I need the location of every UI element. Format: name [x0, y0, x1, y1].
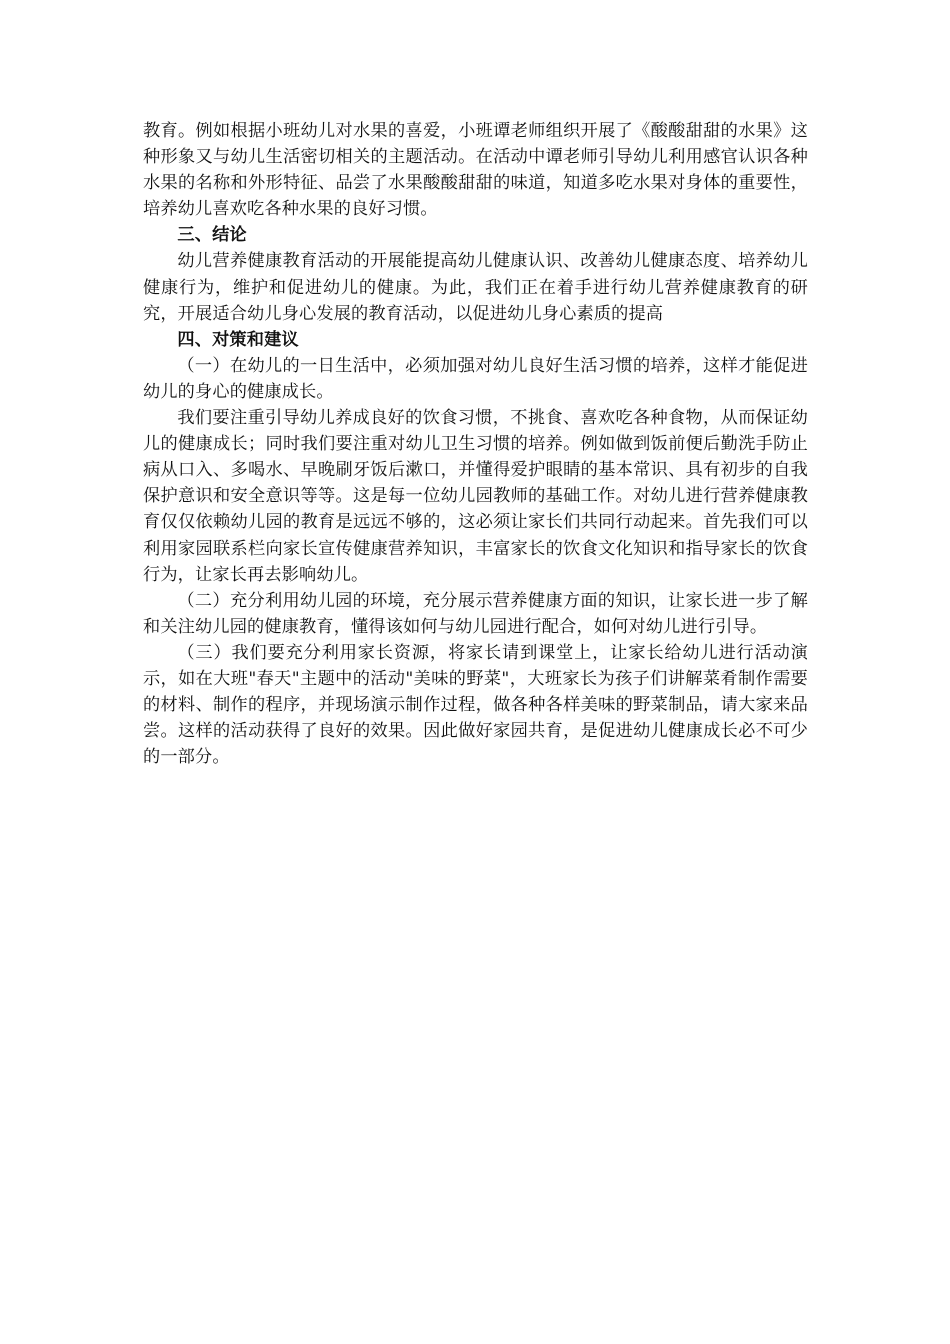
- paragraph-fruit-activity: 教育。例如根据小班幼儿对水果的喜爱，小班谭老师组织开展了《酸酸甜甜的水果》这种形象又与幼儿生活密切相关的主题活动。在活动中谭老师引导幼儿利用感官认识各种水果的名称和外形特征、品尝了水果酸酸甜甜的味道，知道多吃水果对身体的重要性，培养幼儿喜欢吃各种水果的良好习惯。: [143, 121, 808, 220]
- heading-conclusion: 三、结论: [177, 225, 247, 246]
- paragraph-conclusion: 幼儿营养健康教育活动的开展能提高幼儿健康认识、改善幼儿健康态度、培养幼儿健康行为，维护和促进幼儿的健康。为此，我们正在着手进行幼儿营养健康教育的研究，开展适合幼儿身心发展的教育活动，以促进幼儿身心素质的提高: [143, 251, 808, 324]
- document-body: [143, 118, 808, 770]
- paragraph-habits: 我们要注重引导幼儿养成良好的饮食习惯，不挑食、喜欢吃各种食物，从而保证幼儿的健康成长；同时我们要注重对幼儿卫生习惯的培养。例如做到饭前便后勤洗手防止病从口入、多喝水、早晚刷牙饭后漱口，并懂得爱护眼睛的基本常识、具有初步的自我保护意识和安全意识等等。这是每一位幼儿园教师的基础工作。对幼儿进行营养健康教育仅仅依赖幼儿园的教育是远远不够的，这必须让家长们共同行动起来。首先我们可以利用家园联系栏向家长宣传健康营养知识，丰富家长的饮食文化知识和指导家长的饮食行为，让家长再去影响幼儿。: [143, 408, 808, 585]
- paragraph-suggestion-1: （一）在幼儿的一日生活中，必须加强对幼儿良好生活习惯的培养，这样才能促进幼儿的身心的健康成长。: [143, 355, 808, 402]
- paragraph-suggestion-3: （三）我们要充分利用家长资源，将家长请到课堂上，让家长给幼儿进行活动演示，如在大班"春天"主题中的活动"美味的野菜"，大班家长为孩子们讲解菜肴制作需要的材料、制作的程序，并现场演示制作过程，做各种各样美味的野菜制品，请大家来品尝。这样的活动获得了良好的效果。因此做好家园共育，是促进幼儿健康成长必不可少的一部分。: [143, 642, 808, 768]
- heading-suggestions: 四、对策和建议: [177, 329, 299, 350]
- paragraph-suggestion-2: （二）充分利用幼儿园的环境，充分展示营养健康方面的知识，让家长进一步了解和关注幼儿园的健康教育，懂得该如何与幼儿园进行配合，如何对幼儿进行引导。: [143, 590, 808, 637]
